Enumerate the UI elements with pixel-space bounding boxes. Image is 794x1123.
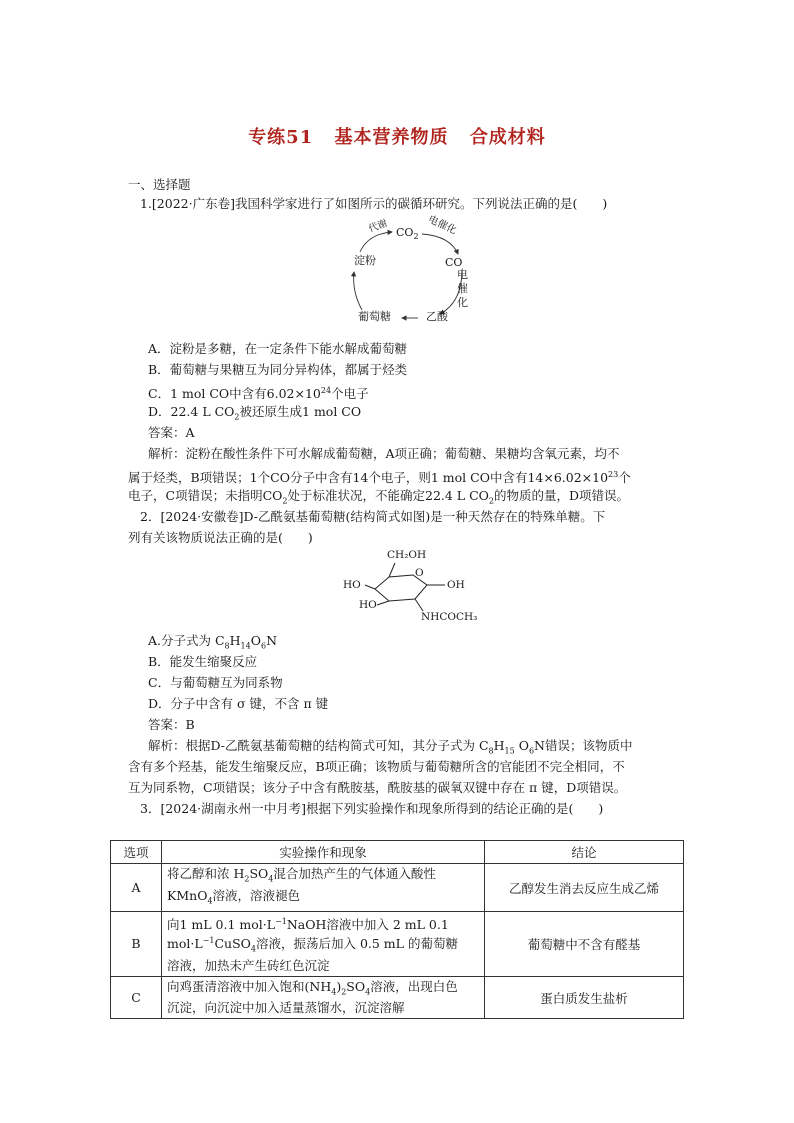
co2-label: $CO_2$: [396, 226, 419, 242]
row-option: B: [111, 912, 162, 977]
row-conclusion: 葡萄糖中不含有醛基: [485, 912, 684, 977]
carbon-cycle-diagram: [340, 213, 480, 327]
arrow-starch-to-co2: [360, 232, 392, 252]
arrow-glucose-to-starch: [354, 272, 362, 310]
row-option: A: [111, 864, 162, 912]
header-procedure: 实验操作和现象: [162, 841, 485, 864]
c4-ho-label: HO: [343, 579, 361, 591]
q1-option-b: B．葡萄糖与果糖互为同分异构体，都属于烃类: [148, 362, 408, 377]
title-part-2: 基本营养物质: [334, 127, 449, 148]
row-option: C: [111, 976, 162, 1019]
q3-stem: 3．[2024·湖南永州一中月考]根据下列实验操作和现象所得到的结论正确的是( ): [140, 801, 604, 816]
q1-stem: 1.[2022·广东卷]我国科学家进行了如图所示的碳循环研究。下列说法正确的是( ): [140, 196, 608, 211]
q1-option-a: A．淀粉是多糖，在一定条件下能水解成葡萄糖: [148, 341, 408, 356]
row-conclusion: 乙醇发生消去反应生成乙烯: [485, 864, 684, 912]
title-part-3: 合成材料: [469, 127, 546, 148]
q2-option-a: A.分子式为 $C_8H_{14}O_6N$: [148, 633, 278, 651]
anomeric-oh-label: OH: [447, 579, 465, 591]
q1-analysis-line-1: 解析：淀粉在酸性条件下可水解成葡萄糖，A项正确；葡萄糖、果糖均含氧元素，均不: [148, 446, 620, 461]
header-conclusion: 结论: [485, 841, 684, 864]
ring-oxygen-label: O: [415, 567, 424, 579]
experiment-table: [110, 840, 684, 1019]
row-procedure: 向鸡蛋清溶液中加入饱和$(NH_4)_2SO_4$溶液，出现白色 沉淀，向沉淀中加入适量蒸馏水，沉淀溶解: [162, 976, 485, 1019]
q2-analysis-line-2: 含有多个羟基，能发生缩聚反应，B项正确；该物质与葡萄糖所含的官能团不完全相同，不: [128, 759, 625, 774]
q2-analysis-line-3: 互为同系物，C项错误；该分子中含有酰胺基，酰胺基的碳氧双键中存在 π 键，D项错误。: [128, 780, 627, 795]
table-header-row: [111, 841, 684, 864]
q2-option-d: D．分子中含有 σ 键，不含 π 键: [148, 696, 329, 711]
table-row: [111, 864, 684, 912]
arrow-co2-to-co: [422, 234, 458, 254]
electrocatalysis-top-label: 电催化: [426, 213, 459, 237]
metabolism-label: 代谢: [367, 217, 389, 235]
glucose-label: 葡萄糖: [358, 310, 391, 323]
page-title: [0, 123, 794, 149]
glucosamine-structure: [335, 549, 485, 627]
section-heading: 一、选择题: [128, 177, 191, 192]
q1-option-d: D．22.4 L $CO_2$被还原生成1 mol CO: [148, 404, 362, 422]
q1-option-c: C．1 mol CO中含有$6.02\times 10^{24}$个电子: [148, 386, 369, 402]
ch2oh-label: CH₂OH: [387, 549, 427, 561]
q2-stem-line-2: 列有关该物质说法正确的是( ): [128, 530, 313, 545]
row-conclusion: 蛋白质发生盐析: [485, 976, 684, 1019]
table-row: [111, 912, 684, 977]
q1-answer: 答案：A: [148, 425, 195, 440]
table-row: [111, 976, 684, 1019]
q2-stem-line-1: 2．[2024·安徽卷]D-乙酰氨基葡萄糖(结构简式如图)是一种天然存在的特殊单糖。下: [140, 509, 606, 524]
row-procedure: 向1 mL 0.1 $mol\cdot L^{-1}NaOH$溶液中加入 2 mL 0.1 $mol\cdot L^{-1}CuSO_4$溶液，振荡后加入 0.5 mL 的葡萄糖 溶液，加热未产生砖红色沉淀: [162, 912, 485, 977]
co-label: CO: [445, 256, 463, 269]
q2-answer: 答案：B: [148, 717, 195, 732]
q2-option-b: B．能发生缩聚反应: [148, 654, 258, 669]
nhcoch3-label: NHCOCH₃: [421, 611, 478, 623]
header-option: 选项: [111, 841, 162, 864]
acetic-acid-label: 乙酸: [426, 310, 448, 323]
electrocatalysis-right-label: 电催化: [457, 268, 468, 309]
starch-label: 淀粉: [354, 254, 376, 267]
title-part-1: 专练51: [248, 127, 314, 148]
row-procedure: 将乙醇和浓 $H_2SO_4$混合加热产生的气体通入酸性 KMnO$_4$溶液，溶液褪色: [162, 864, 485, 912]
q2-analysis-line-1: 解析：根据D-乙酰氨基葡萄糖的结构简式可知，其分子式为 $C_8H_{15}$ $O_6N$错误；该物质中: [148, 738, 633, 756]
q1-analysis-line-3: 电子，C项错误；未指明$CO_2$处于标准状况，不能确定22.4 L $CO_2$的物质的量，D项错误。: [128, 488, 630, 506]
q1-analysis-line-2: 属于烃类，B项错误；1个CO分子中含有14个电子，则1 mol CO中含有$14\times 6.02\times 10^{23}$个: [128, 470, 631, 486]
c3-ho-label: HO: [359, 599, 377, 611]
q2-option-c: C．与葡萄糖互为同系物: [148, 675, 283, 690]
